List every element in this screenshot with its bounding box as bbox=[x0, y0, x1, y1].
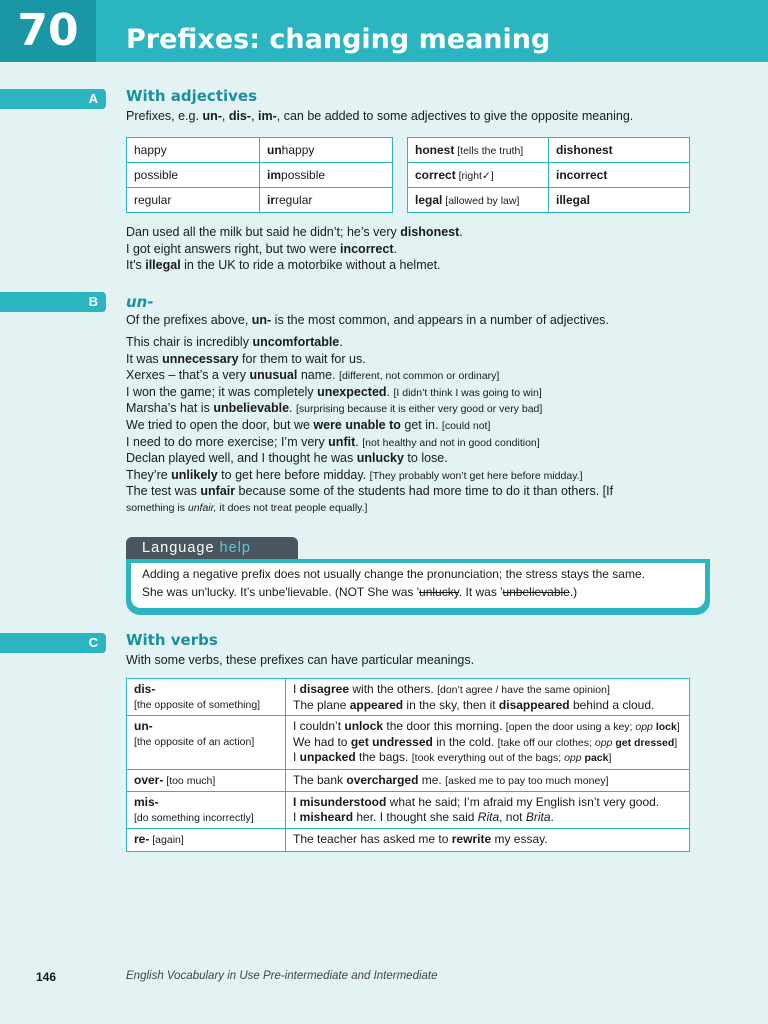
example-gloss-continued: something is unfair, it does not treat people equally.] bbox=[126, 502, 368, 514]
example-sentence: We tried to open the door, but we were unable to get in. [could not] bbox=[126, 418, 491, 432]
unit-title: Prefixes: changing meaning bbox=[126, 24, 551, 55]
language-help-line-1: Adding a negative prefix does not usually change the pronunciation; the stress stays the same. bbox=[142, 567, 645, 581]
adjective-prefix-table bbox=[126, 137, 393, 213]
section-tab-c: C bbox=[0, 633, 106, 653]
verb-example: We had to get undressed in the cold. [take off our clothes; opp get dressed] bbox=[293, 734, 678, 749]
verb-example: The bank overcharged me. [asked me to pay too much money] bbox=[293, 772, 609, 787]
table-row: happy unhappy bbox=[127, 138, 393, 163]
section-tab-a: A bbox=[0, 89, 106, 109]
example-sentence: It’s illegal in the UK to ride a motorbike without a helmet. bbox=[126, 258, 441, 272]
table-row: regular irregular bbox=[127, 188, 393, 213]
verb-prefix: un- bbox=[134, 719, 153, 733]
table-row: honest [tells the truth] dishonest bbox=[408, 138, 690, 163]
verb-prefix: re- bbox=[134, 832, 150, 846]
example-sentence: This chair is incredibly uncomfortable. bbox=[126, 335, 343, 349]
language-help-line-2: She was un'lucky. It’s unbe'lievable. (NOT She was 'unlucky. It was 'unbelievable.) bbox=[142, 585, 578, 599]
example-sentence: The test was unfair because some of the students had more time to do it than others. [If bbox=[126, 484, 614, 498]
prefix-meaning: [the opposite of an action] bbox=[134, 735, 255, 748]
example-sentence: Declan played well, and I thought he was unlucky to lose. bbox=[126, 451, 448, 466]
verb-prefix-table bbox=[126, 678, 690, 852]
opposite-adjectives-table bbox=[407, 137, 690, 213]
verb-example: The teacher has asked me to rewrite my essay. bbox=[293, 832, 548, 846]
verb-example: I couldn’t unlock the door this morning. [open the door using a key; opp lock] bbox=[293, 719, 680, 733]
example-sentence: Marsha’s hat is unbelievable. [surprising because it is either very good or very bad] bbox=[126, 401, 543, 416]
table-row bbox=[127, 679, 690, 716]
verb-example: I misunderstood what he said; I’m afraid my English isn’t very good. bbox=[293, 795, 660, 809]
example-sentence: Xerxes – that’s a very unusual name. [different, not common or ordinary] bbox=[126, 368, 500, 383]
page-number: 146 bbox=[36, 970, 57, 984]
example-sentence: It was unnecessary for them to wait for us. bbox=[126, 351, 366, 366]
verb-prefix: mis- bbox=[134, 795, 159, 809]
section-b-heading: un- bbox=[126, 293, 154, 311]
section-a-intro: Prefixes, e.g. un-, dis-, im-, can be added to some adjectives to give the opposite meaning. bbox=[126, 109, 634, 123]
section-b-intro: Of the prefixes above, un- is the most common, and appears in a number of adjectives. bbox=[126, 313, 609, 327]
prefix-meaning: [too much] bbox=[163, 774, 216, 787]
section-c-heading: With verbs bbox=[126, 631, 218, 649]
verb-prefix: dis- bbox=[134, 682, 156, 696]
table-row bbox=[127, 792, 690, 829]
verb-example: I disagree with the others. [don’t agree / have the same opinion] bbox=[293, 682, 610, 696]
verb-example: I misheard her. I thought she said Rita, not Brita. bbox=[293, 809, 554, 824]
table-row: possible impossible bbox=[127, 163, 393, 188]
language-help-label: Language help bbox=[126, 537, 298, 559]
prefix-meaning: [do something incorrectly] bbox=[134, 811, 254, 824]
table-row: correct [right✓] incorrect bbox=[408, 163, 690, 188]
example-sentence: Dan used all the milk but said he didn’t; he’s very dishonest. bbox=[126, 225, 463, 239]
section-c-intro: With some verbs, these prefixes can have particular meanings. bbox=[126, 653, 475, 667]
verb-example: The plane appeared in the sky, then it disappeared behind a cloud. bbox=[293, 697, 655, 712]
example-sentence: I won the game; it was completely unexpected. [I didn’t think I was going to win] bbox=[126, 384, 542, 399]
prefix-meaning: [the opposite of something] bbox=[134, 698, 261, 711]
prefix-meaning: [again] bbox=[149, 834, 184, 846]
example-sentence: They’re unlikely to get here before midday. [They probably won’t get here before midday.] bbox=[126, 467, 583, 482]
table-row bbox=[127, 769, 690, 792]
table-row bbox=[127, 829, 690, 852]
section-tab-b: B bbox=[0, 292, 106, 312]
example-sentence: I got eight answers right, but two were incorrect. bbox=[126, 241, 397, 256]
book-title: English Vocabulary in Use Pre-intermediate and Intermediate bbox=[126, 970, 438, 982]
table-row bbox=[127, 716, 690, 770]
verb-example: I unpacked the bags. [took everything out of the bags; opp pack] bbox=[293, 750, 612, 764]
example-sentence: I need to do more exercise; I’m very unfit. [not healthy and not in good condition] bbox=[126, 434, 540, 449]
verb-prefix: over- bbox=[134, 772, 164, 787]
unit-number: 70 bbox=[0, 0, 96, 62]
table-row: legal [allowed by law] illegal bbox=[408, 188, 690, 213]
section-a-heading: With adjectives bbox=[126, 87, 258, 105]
